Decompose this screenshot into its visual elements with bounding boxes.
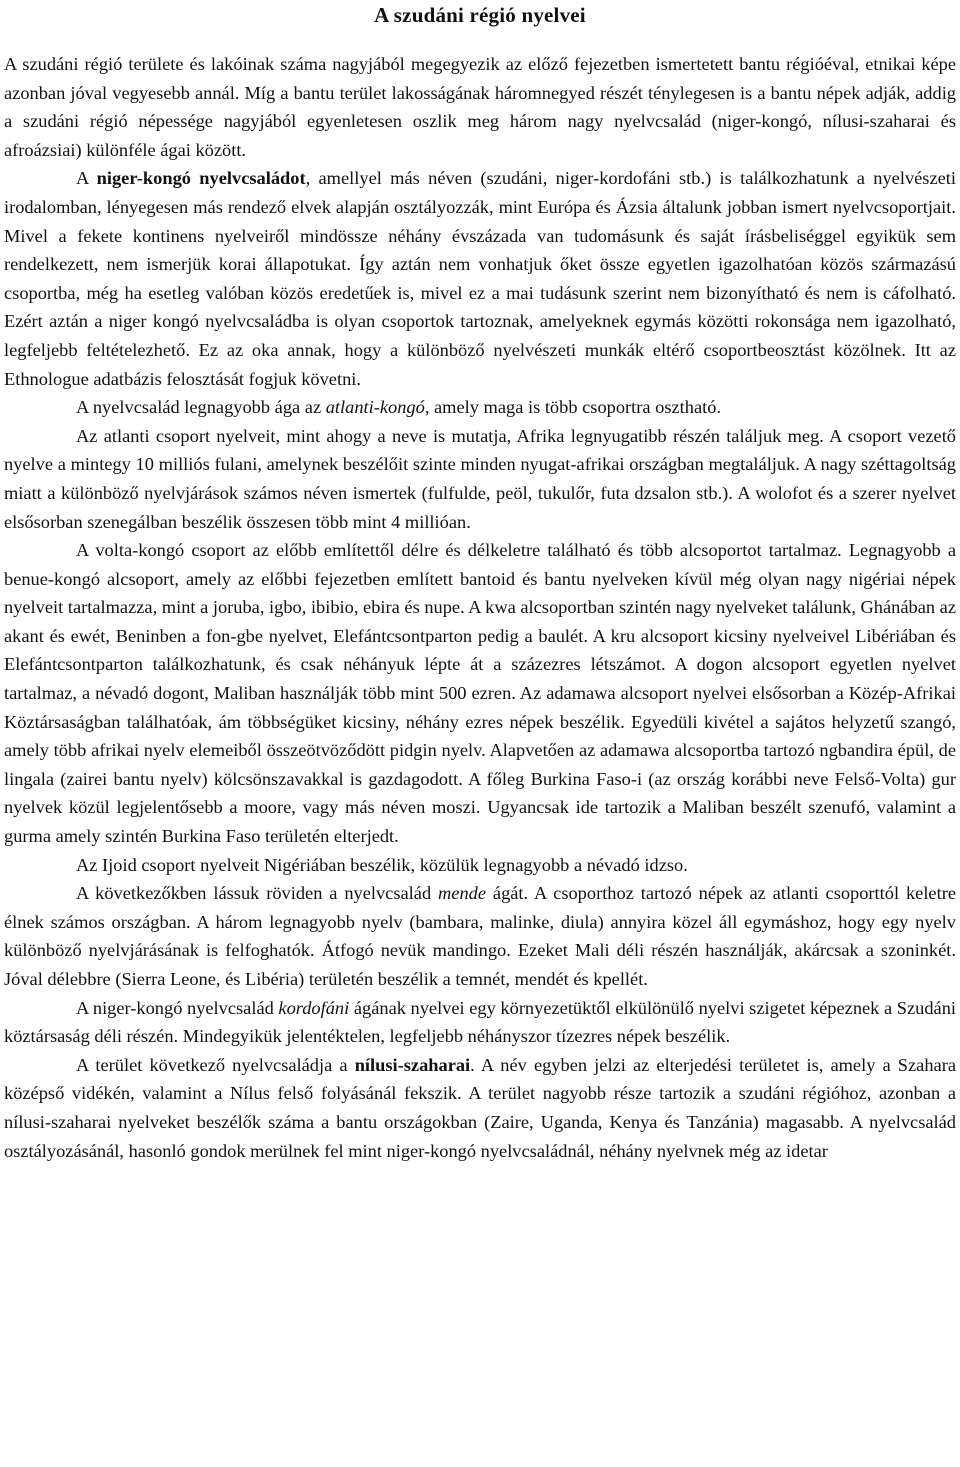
paragraph-atlanti-kongo [4, 393, 956, 422]
text-run: A szudáni régió területe és lakóinak száma nagyjából megegyezik az előző fejezetben ismertetett bantu régióéval, etnikai képe azonban jóval vegyesebb annál. Míg a bantu terület lakosságának háromnegyed részét ténylegesen is a bantu népek adják, addig a szudáni régió népessége nagyjából egyenletesen oszlik meg három nagy nyelvcsalád (niger-kongó, nílusi-szaharai és afroázsiai) különféle ágai között. [4, 54, 956, 160]
title-spacer [4, 30, 956, 50]
paragraph-mende [4, 879, 956, 993]
paragraph-atlanti-csoport [4, 422, 956, 536]
italic-term: kordofáni [278, 997, 350, 1018]
text-run: A volta-kongó csoport az előbb említettől délre és délkeletre található és több alcsoportot tartalmaz. Legnagyobb a benue-kongó alcsoport, amely az előbbi fejezetben említett bantoid és bantu nyelveken kívül még olyan nagy nigériai népek nyelveit tartalmazza, mint a joruba, igbo, ibibio, ebira és nupe. A kwa alcsoportban szintén nagy nyelveket találunk, Ghánában az akant és ewét, Beninben a fon-gbe nyelvet, Elefántcsontparton pedig a baulét. A kru alcsoport kicsiny nyelveivel Libériában és Elefántcsontparton találkozhatunk, és csak néhányuk lépte át a százezres létszámot. A dogon alcsoport egyetlen nyelvet tartalmaz, a névadó dogont, Maliban használják több mint 500 ezren. Az adamawa alcsoport nyelvei elsősorban a Közép-Afrikai Köztársaságban találhatóak, ám többségüket kicsiny, néhány ezres népek beszélik. Egyedüli kivétel a sajátos helyzetű szangó, amely több afrikai nyelv elemeiből összeötvöződött pidgin nyelv. Alapvetően az adamawa alcsoportba tartozó ngbandira épül, de lingala (zairei bantu nyelv) kölcsönszavakkal is gazdagodott. A főleg Burkina Faso-i (az ország korábbi neve Felső-Volta) gur nyelvek közül legjelentősebb a moore, vagy más néven moszi. Ugyancsak ide tartozik a Maliban beszélt szenufó, valamint a gurma amely szintén Burkina Faso területén elterjedt. [4, 540, 956, 847]
text-run: ágát. A csoporthoz tartozó népek az atlanti csoporttól keletre élnek számos országban. A három legnagyobb nyelv (bambara, malinke, diula) annyira közel áll egymáshoz, hogy egy nyelv különböző nyelvjárásának is felfoghatók. Átfogó nevük mandingo. Ezeket Mali déli részén használják, akárcsak a szoninkét. Jóval délebbre (Sierra Leone, és Libéria) területén beszélik a temnét, mendét és kpellét. [4, 883, 956, 989]
text-run: ágának nyelvei egy környezetüktől elkülönülő nyelvi szigetet képeznek a Szudáni köztársaság déli részén. Mindegyikük jelentéktelen, legfeljebb néhányszor tízezres népek beszélik. [4, 997, 956, 1047]
bold-term: niger-kongó nyelvcsaládot [96, 168, 306, 189]
paragraph-kordofani [4, 994, 956, 1051]
text-run: A [76, 168, 97, 189]
italic-term: mende [438, 883, 487, 904]
text-run: A következőkben lássuk röviden a nyelvcsalád [76, 883, 439, 904]
bold-term: nílusi-szaharai [354, 1054, 471, 1075]
paragraph-niger-kongo [4, 164, 956, 393]
text-run: A niger-kongó nyelvcsalád [76, 997, 279, 1018]
paragraph-nilusi-szaharai [4, 1051, 956, 1165]
text-run: Az Ijoid csoport nyelveit Nigériában beszélik, közülük legnagyobb a névadó idzso. [76, 854, 688, 875]
paragraph-intro [4, 50, 956, 164]
paragraph-ijoid [4, 851, 956, 880]
text-run: Az atlanti csoport nyelveit, mint ahogy a neve is mutatja, Afrika legnyugatibb részén találjuk meg. A csoport vezető nyelve a mintegy 10 milliós fulani, amelynek beszélőit szinte minden nyugat-afrikai országban megtaláljuk. A nagy széttagoltság miatt a különböző nyelvjárások számos néven ismertek (fulfulde, peöl, tukulőr, futa dzsalon stb.). A wolofot és a szerer nyelvet elsősorban szenegálban beszélik összesen több mint 4 millióan. [4, 425, 956, 532]
document-title: A szudáni régió nyelvei [374, 3, 586, 27]
text-run: , amely maga is több csoportra osztható. [424, 397, 722, 418]
text-run: A nyelvcsalád legnagyobb ága az [76, 397, 326, 418]
text-run: . A név egyben jelzi az elterjedési területet is, amely a Szahara középső vidékén, valamint a Nílus felső folyásánál fekszik. A terület nagyobb része tartozik a szudáni régióhoz, azonban a nílusi-szaharai nyelveket beszélők száma a bantu országokban (Zaire, Uganda, Kenya és Tanzánia) magasabb. A nyelvcsalád osztályozásánál, hasonló gondok merülnek fel mint niger-kongó nyelvcsaládnál, néhány nyelvnek még az idetar [4, 1054, 956, 1161]
paragraph-volta-kongo [4, 536, 956, 851]
text-run: A terület következő nyelvcsaládja a [76, 1054, 355, 1075]
italic-term: atlanti-kongó [325, 397, 425, 418]
text-run: , amellyel más néven (szudáni, niger-kordofáni stb.) is találkozhatunk a nyelvészeti irodalomban, lényegesen más rendező elvek alapján osztályozzák, mint Európa és Ázsia általunk jobban ismert nyelvcsoportjait. Mivel a fekete kontinens nyelveiről mindössze néhány évszázada van tudomásunk és saját írásbeliséggel egyikük sem rendelkezett, nem ismerjük korai állapotukat. Így aztán nem vonhatjuk őket össze egyetlen igazolhatóan közös származású csoportba, még ha esetleg valóban közös eredetűek is, mivel ez a mai tudásunk szerint nem bizonyítható és nem is cáfolható. Ezért aztán a niger kongó nyelvcsaládba is olyan csoportok tartoznak, amelyeknek egymás közötti rokonsága nem igazolható, legfeljebb feltételezhető. Ez az oka annak, hogy a különböző nyelvészeti munkák eltérő csoportbeosztást közölnek. Itt az Ethnologue adatbázis felosztását fogjuk követni. [4, 168, 957, 389]
